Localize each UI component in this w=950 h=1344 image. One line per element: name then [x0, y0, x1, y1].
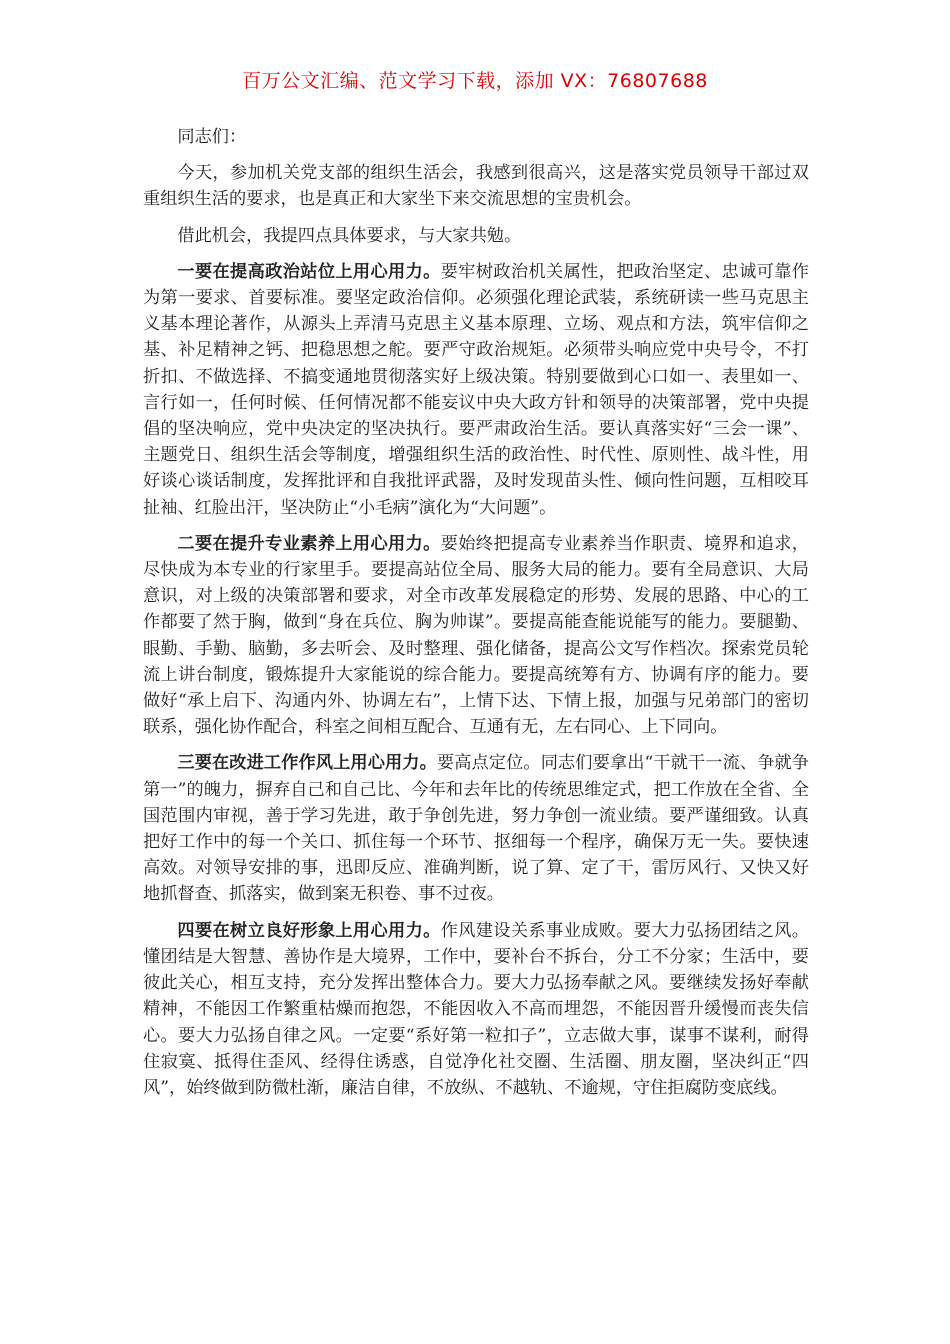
document-body	[143, 124, 809, 1111]
paragraph-lead: 一要在提高政治站位上用心用力。	[177, 261, 441, 282]
salutation: 同志们：	[177, 127, 247, 147]
paragraph-text: 要始终把提高专业素养当作职责、境界和追求，尽快成为本专业的行家里手。要提高站位全局、服务大局的能力。要有全局意识、大局意识，对上级的决策部署和要求，对全市改革发展稳定的形势、发展的思路、中心的工作都要了然于胸，做到“身在兵位、胸为帅谋”。要提高能查能说能写的能力。要腿勤、眼勤、手勤、脑勤，多去听会、及时整理、强化储备，提高公文写作档次。探索党员轮流上讲台制度，锻炼提升大家能说的综合能力。要提高统筹有方、协调有序的能力。要做好“承上启下、沟通内外、协调左右”，上情下达、下情上报，加强与兄弟部门的密切联系，强化协作配合，科室之间相互配合、互通有无，左右同心、上下同向。	[143, 533, 809, 738]
paragraph-lead: 四要在树立良好形象上用心用力。	[177, 920, 441, 941]
paragraph-text: 借此机会，我提四点具体要求，与大家共勉。	[177, 225, 522, 246]
paragraph-point-four	[143, 918, 809, 1101]
paragraph-point-three	[143, 750, 809, 907]
paragraph-text: 要牢树政治机关属性，把政治坚定、忠诚可靠作为第一要求、首要标准。要坚定政治信仰。必须强化理论武装，系统研读一些马克思主义基本理论著作，从源头上弄清马克思主义基本原理、立场、观点和方法，筑牢信仰之基、补足精神之钙、把稳思想之舵。要严守政治规矩。必须带头响应党中央号令，不打折扣、不做选择、不搞变通地贯彻落实好上级决策。特别要做到心口如一、表里如一、言行如一，任何时候、任何情况都不能妄议中央大政方针和领导的决策部署，党中央提倡的坚决响应，党中央决定的坚决执行。要严肃政治生活。要认真落实好“三会一课”、主题党日、组织生活会等制度，增强组织生活的政治性、时代性、原则性、战斗性，用好谈心谈话制度，发挥批评和自我批评武器，及时发现苗头性、倾向性问题，互相咬耳扯袖、红脸出汗，坚决防止“小毛病”演化为“大问题”。	[143, 261, 809, 518]
paragraph-text: 作风建设关系事业成败。要大力弘扬团结之风。懂团结是大智慧、善协作是大境界，工作中，要补台不拆台，分工不分家；生活中，要彼此关心，相互支持，充分发挥出整体合力。要大力弘扬奉献之风。要继续发扬好奉献精神，不能因工作繁重枯燥而抱怨，不能因收入不高而埋怨，不能因晋升缓慢而丧失信心。要大力弘扬自律之风。一定要“系好第一粒扣子”，立志做大事，谋事不谋利，耐得住寂寞、抵得住歪风、经得住诱惑，自觉净化社交圈、生活圈、朋友圈，坚决纠正“四风”，始终做到防微杜渐，廉洁自律，不放纵、不越轨、不逾规，守住拒腐防变底线。	[143, 920, 809, 1098]
paragraph-lead: 三要在改进工作作风上用心用力。	[177, 753, 437, 774]
paragraph-point-two	[143, 531, 809, 741]
paragraph-text: 今天，参加机关党支部的组织生活会，我感到很高兴，这是落实党员领导干部过双重组织生活的要求，也是真正和大家坐下来交流思想的宝贵机会。	[143, 163, 809, 210]
paragraph-lead: 二要在提升专业素养上用心用力。	[177, 533, 441, 554]
paragraph-text: 要高点定位。同志们要拿出“干就干一流、争就争第一”的魄力，摒弃自己和自己比、今年和去年比的传统思维定式，把工作放在全省、全国范围内审视，善于学习先进，敢于争创先进，努力争创一流业绩。要严谨细致。认真把好工作中的每一个关口、抓住每一个环节、抠细每一个程序，确保万无一失。要快速高效。对领导安排的事，迅即反应、准确判断，说了算、定了干，雷厉风行、又快又好地抓督查、抓落实，做到案无积卷、事不过夜。	[143, 753, 809, 905]
paragraph-intro	[143, 160, 809, 212]
paragraph-point-one	[143, 259, 809, 521]
paragraph-preface	[143, 223, 809, 249]
header-banner: 百万公文汇编、范文学习下载，添加 VX：76807688	[242, 70, 708, 92]
